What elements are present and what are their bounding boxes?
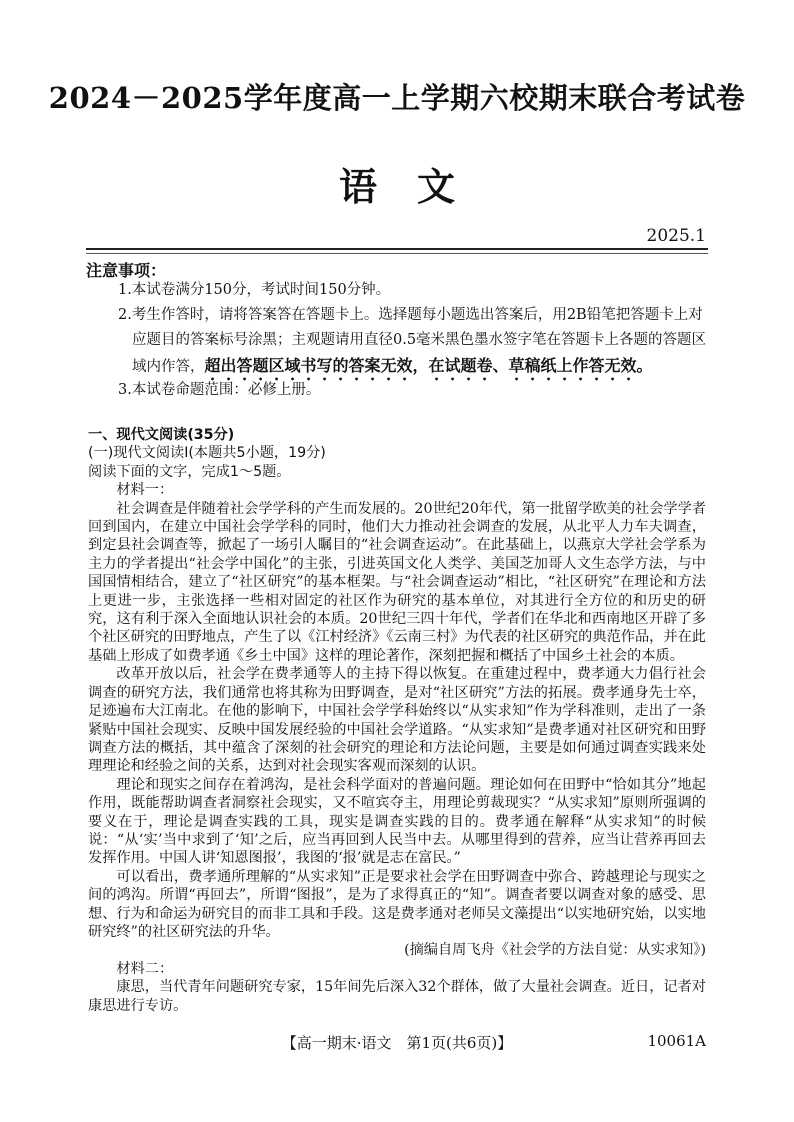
divider: [86, 248, 708, 250]
exam-title: 2024－2025学年度高一上学期六校期末联合考试卷: [48, 81, 746, 115]
divider: [86, 253, 708, 254]
paragraph: 可以看出，费孝通所理解的“从实求知”正是要求社会学在田野调查中弥合、跨越理论与现实之间的鸿沟。所谓“再回去”，所谓“图报”，是为了求得真正的“知”。调查者要以调查对象的感受、思想、行为和命运为研究目的而非工具和手段。这是费孝通对老师吴文藻提出“以实地研究始，以实地研究终”的社区研究法的升华。: [88, 868, 706, 940]
reading-section: [88, 426, 706, 1015]
paragraph: 改革开放以后，社会学在费孝通等人的主持下得以恢复。在重建过程中，费孝通大力倡行社会调查的研究方法，我们通常也将其称为田野调查，是对“社区研究”方法的拓展。费孝通身先士卒，足迹遍布大江南北。在他的影响下，中国社会学学科始终以“从实求知”作为学科准则，走出了一条紧贴中国社会现实、反映中国发展经验的中国社会学道路。“从实求知”是费孝通对社区研究和田野调查方法的概括，其中蕴含了深刻的社会研究的理论和方法论问题，主要是如何通过调查实践来处理理论和经验之间的关系，达到对社会现实客观而深刻的认识。: [88, 666, 706, 775]
paragraph: 社会调查是伴随着社会学学科的产生而发展的。20世纪20年代，第一批留学欧美的社会学学者回到国内，在建立中国社会学学科的同时，他们大力推动社会调查的发展，从北平人力车夫调查，到定县社会调查等，掀起了一场引人瞩目的“社会调查运动”。在此基础上，以燕京大学社会学系为主力的学者提出“社会学中国化”的主张，引进英国文化人类学、美国芝加哥人文生态学方法，与中国国情相结合，建立了“社区研究”的基本框架。与“社会调查运动”相比，“社区研究”在理论和方法上更进一步，主张选择一些相对固定的社区作为研究的基本单位，对其进行全方位的和历史的研究，这有利于深入全面地认识社会的本质。20世纪三四十年代，学者们在华北和西南地区开辟了多个社区研究的田野地点，产生了以《江村经济》《云南三村》为代表的社区研究的典范作品，并在此基础上形成了如费孝通《乡土中国》这样的理论著作，深刻把握和概括了中国乡土社会的本质。: [88, 500, 706, 664]
exam-code: 10061A: [647, 1032, 706, 1050]
notice-item-1: 1.本试卷满分150分，考试时间150分钟。: [118, 282, 391, 298]
notice-title: 注意事项：: [86, 261, 167, 280]
material2-label: 材料二：: [116, 960, 174, 977]
paragraph: 理论和现实之间存在着鸿沟，是社会科学面对的普遍问题。理论如何在田野中“恰如其分”地起作用，既能帮助调查者洞察社会现实，又不喧宾夺主，用理论剪裁现实？“从实求知”原则所强调的要义在于，理论是调查实践的工具，现实是调查实践的目的。费孝通在解释“从实求知”的时候说：“从‘实’当中求到了‘知’之后，应当再回到人民当中去。从哪里得到的营养，应当让营养再回去发挥作用。中国人讲‘知恩图报’，我图的‘报’就是志在富民。”: [88, 776, 706, 867]
material1-label: 材料一：: [116, 482, 174, 499]
subject-title: 语文: [338, 164, 495, 209]
section-heading: 一、现代文阅读(35分): [88, 427, 235, 443]
exam-date: 2025.1: [646, 226, 706, 246]
notice-item-2-text: 2.考生作答时，请将答案答在答题卡上。选择题每小题选出答案后，用2B铅笔把答题卡上对应题目的答案标号涂黑；主观题请用直径0.5毫米黑色墨水签字笔在答题卡上各题的答题区域内作答，: [118, 307, 707, 375]
section-instruction: 阅读下面的文字，完成1～5题。: [88, 463, 291, 480]
paragraph: 康思，当代青年问题研究专家，15年间先后深入32个群体，做了大量社会调查。近日，记者对康思进行专访。: [88, 979, 706, 1014]
notice-item-2-emphasis: 超出答题区域书写的答案无效，在试题卷、草稿纸上作答无效。: [204, 356, 653, 375]
notice-item-2: [118, 303, 708, 384]
source-citation: (摘编自周飞舟《社会学的方法自觉：从实求知》): [404, 942, 706, 959]
section-subheading: (一)现代文阅读Ⅰ(本题共5小题，19分): [88, 445, 326, 462]
page-footer: 【高一期末·语文 第1页(共6页)】: [281, 1034, 513, 1052]
notice-item-3: 3.本试卷命题范围：必修上册。: [118, 382, 321, 398]
